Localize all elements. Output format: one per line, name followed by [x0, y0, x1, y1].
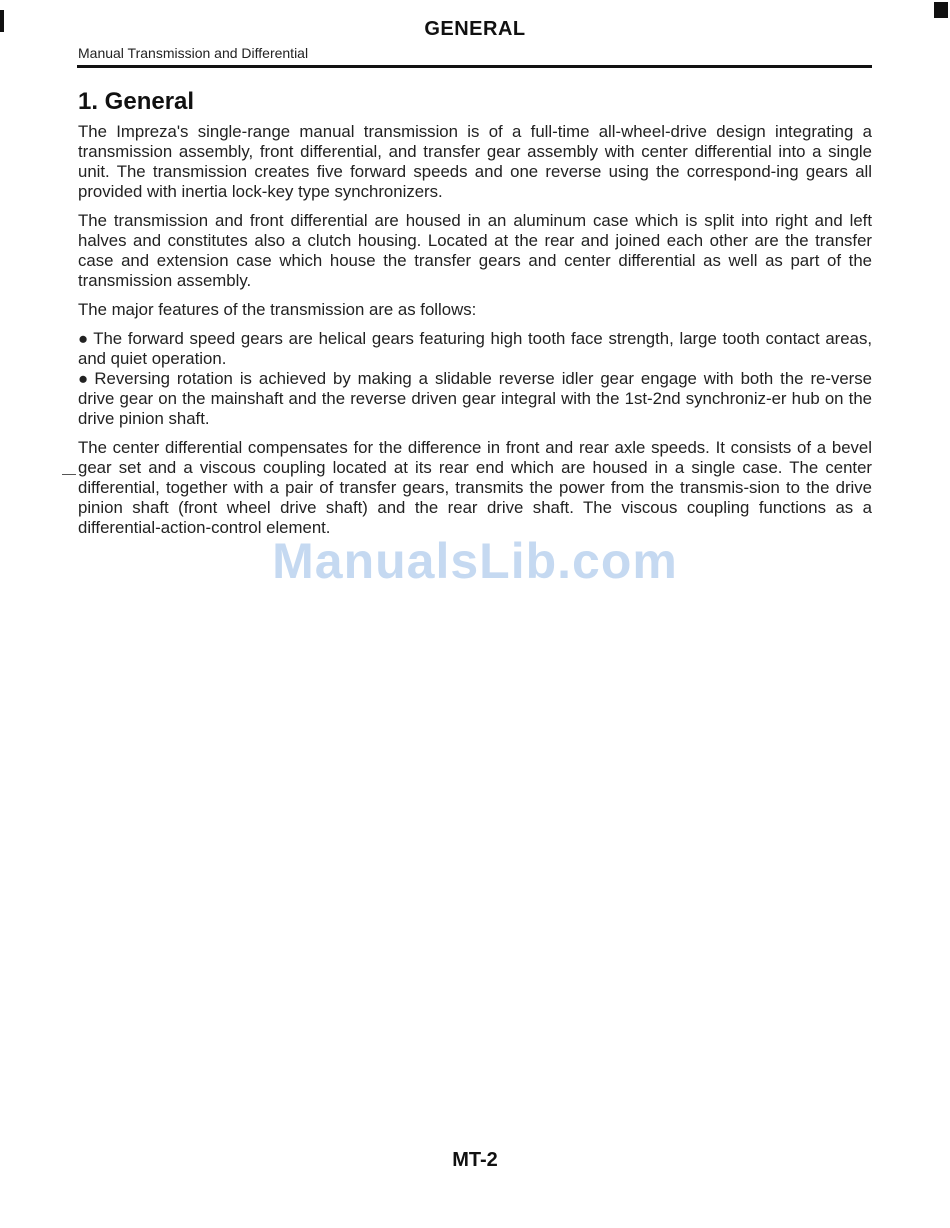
- bullet-icon: ●: [78, 369, 91, 388]
- header-divider: [77, 65, 872, 68]
- paragraph-features-intro: The major features of the transmission are as follows:: [78, 300, 477, 319]
- bullet-icon: ●: [78, 329, 90, 348]
- document-body: [78, 88, 872, 547]
- section-heading: 1. General: [78, 88, 195, 115]
- page-number: MT-2: [452, 1149, 498, 1171]
- list-item-text: Reversing rotation is achieved by making a slidable reverse idler gear engage with both the re-verse drive gear on the mainshaft and the reverse driven gear integral with the 1st-2nd synchroniz-er hub on the drive pinion shaft.: [78, 369, 872, 428]
- section-title: GENERAL: [424, 18, 526, 40]
- list-item-text: The forward speed gears are helical gears featuring high tooth face strength, large tooth contact areas, and quiet operation.: [78, 329, 872, 368]
- watermark: ManualsLib.com: [272, 533, 678, 589]
- paragraph-center-differential: The center differential compensates for the difference in front and rear axle speeds. It consists of a bevel gear set and a viscous coupling located at its rear end which are housed in a single case. The center differential, together with a pair of transfer gears, transmits the power from the transmis-sion to the drive pinion shaft (front wheel drive shaft) and the rear drive shaft. The viscous coupling functions as a differential-action-control element.: [78, 438, 872, 537]
- paragraph-housing: The transmission and front differential are housed in an aluminum case which is split into right and left halves and constitutes also a clutch housing. Located at the rear and joined each other are the transfer case and extension case which house the transfer gears and center differential as well as part of the transmission assembly.: [78, 211, 872, 290]
- list-item: [78, 369, 872, 429]
- list-item: [78, 329, 872, 369]
- paragraph-overview: The Impreza's single-range manual transmission is of a full-time all-wheel-drive design integrating a transmission assembly, front differential, and transfer gear assembly with center differential into a single unit. The transmission creates five forward speeds and one reverse using the correspond-ing gears all provided with inertia lock-key type synchronizers.: [78, 122, 872, 201]
- corner-registration-mark: [934, 2, 948, 18]
- feature-list: [78, 329, 872, 429]
- running-head: Manual Transmission and Differential: [78, 45, 309, 61]
- margin-mark: [62, 474, 76, 475]
